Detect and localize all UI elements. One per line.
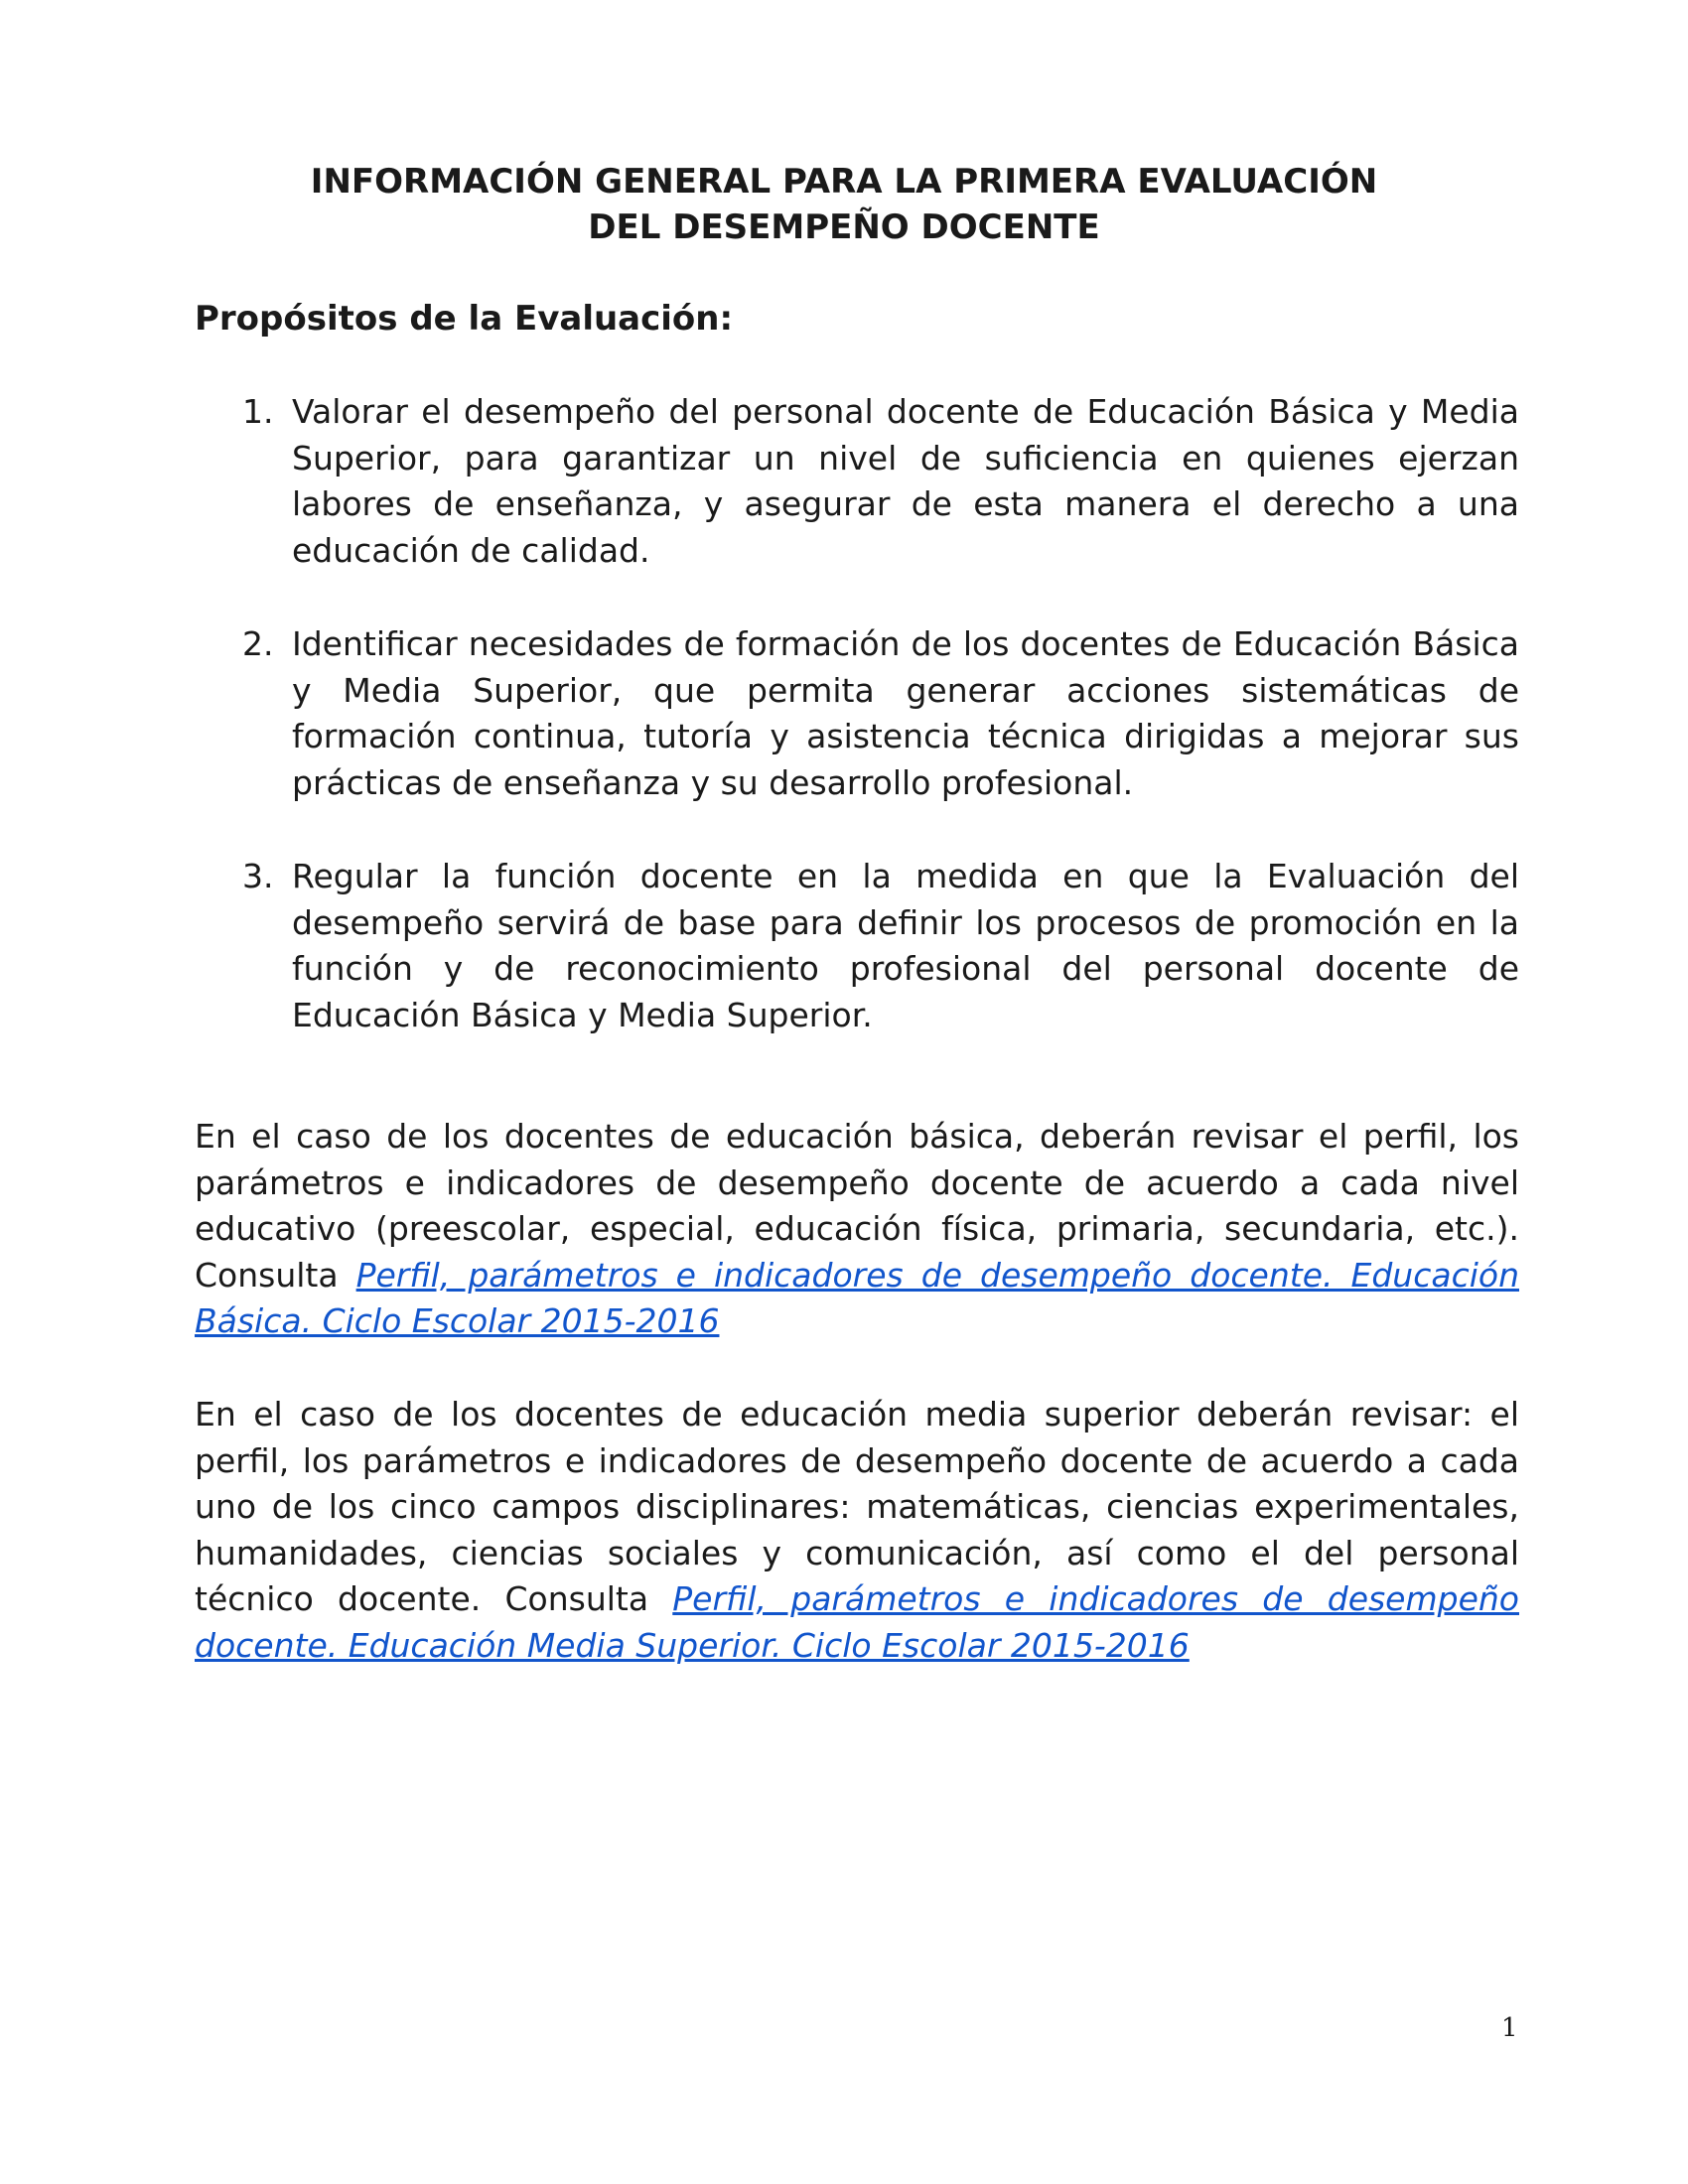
list-item xyxy=(195,389,1519,574)
page-number: 1 xyxy=(1501,2013,1518,2043)
list-item xyxy=(195,854,1519,1038)
link-perfil-media-superior[interactable]: Perfil, parámetros e indicadores de desempeño docente. Educación Media Superior. Ciclo Escolar 2015-2016 xyxy=(195,1579,1519,1665)
list-item-number: 2. xyxy=(242,624,274,663)
link-perfil-basica[interactable]: Perfil, parámetros e indicadores de desempeño docente. Educación Básica. Ciclo Escolar 2015-2016 xyxy=(195,1255,1519,1340)
title-line-1: INFORMACIÓN GENERAL PARA LA PRIMERA EVALUACIÓN xyxy=(310,162,1378,202)
list-item-number: 1. xyxy=(242,392,274,431)
paragraph-basica-text: En el caso de los docentes de educación básica, deberán revisar el perfil, los parámetros e indicadores de desempeño docente de acuerdo a cada nivel educativo (preescolar, especial, educación física, primaria, secundaria, etc.). Consulta xyxy=(195,1117,1519,1295)
list-item-text: Identificar necesidades de formación de los docentes de Educación Básica y Media Superior, que permita generar acciones sistemáticas de formación continua, tutoría y asistencia técnica dirigidas a mejorar sus prácticas de enseñanza y su desarrollo profesional. xyxy=(292,624,1519,802)
section-heading: Propósitos de la Evaluación: xyxy=(195,299,734,339)
paragraph-basica xyxy=(195,1114,1519,1345)
list-item-text: Regular la función docente en la medida en que la Evaluación del desempeño servirá de base para definir los procesos de promoción en la función y de reconocimiento profesional del personal docente de Educación Básica y Media Superior. xyxy=(292,857,1519,1034)
list-item-text: Valorar el desempeño del personal docente de Educación Básica y Media Superior, para garantizar un nivel de suficiencia en quienes ejerzan labores de enseñanza, y asegurar de esta manera el derecho a una educación de calidad. xyxy=(292,392,1519,570)
list-item xyxy=(195,621,1519,806)
title-line-2: DEL DESEMPEÑO DOCENTE xyxy=(588,207,1100,247)
list-item-number: 3. xyxy=(242,857,274,895)
document-title xyxy=(0,159,1688,250)
paragraph-media-text: En el caso de los docentes de educación media superior deberán revisar: el perfil, los parámetros e indicadores de desempeño docente de acuerdo a cada uno de los cinco campos disciplinares: matemáticas, ciencias experimentales, humanidades, ciencias sociales y comunicación, así como el del personal técnico docente. Consulta xyxy=(195,1395,1519,1618)
paragraph-media-superior xyxy=(195,1392,1519,1669)
